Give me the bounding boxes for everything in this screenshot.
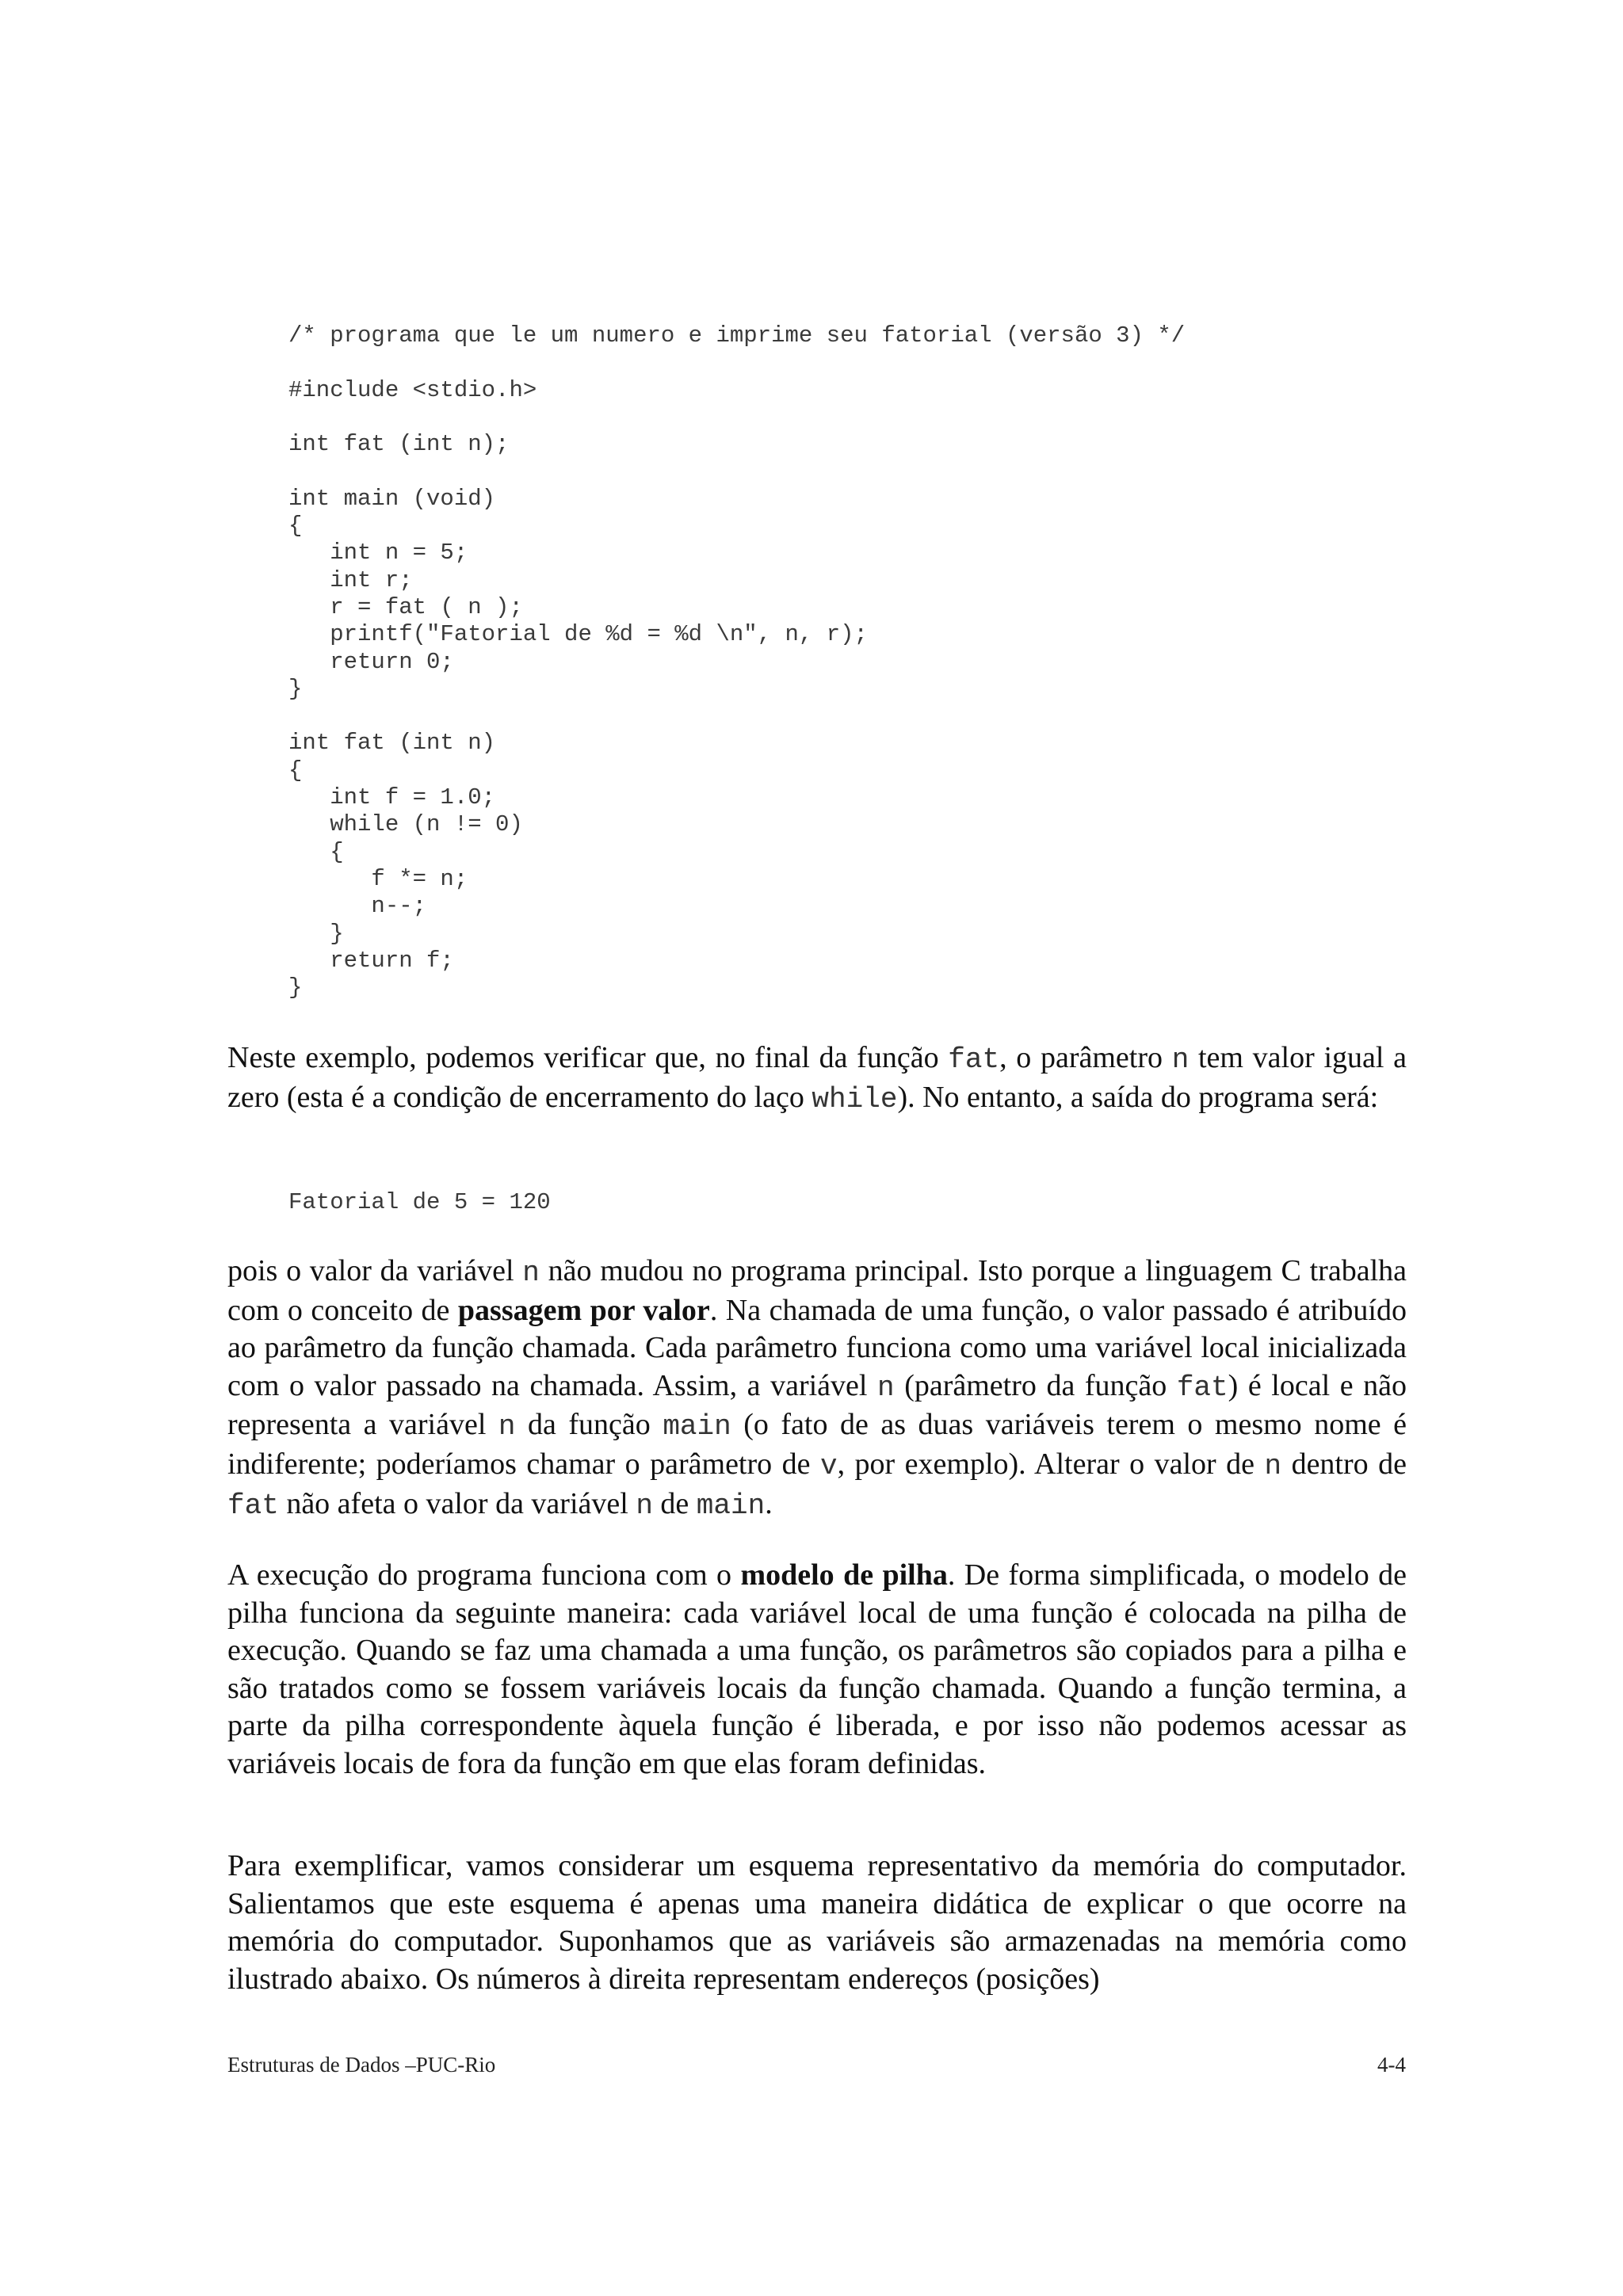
text-run: A execução do programa funciona com o (227, 1558, 741, 1592)
code-block (288, 322, 1185, 1001)
code-line: f *= n; (288, 865, 468, 892)
inline-code: fat (948, 1043, 1000, 1076)
code-line: r = fat ( n ); (288, 593, 523, 620)
text-run: de (652, 1486, 697, 1520)
code-line: int fat (int n); (288, 431, 510, 458)
text-run: . (765, 1486, 773, 1520)
inline-code: fat (227, 1489, 279, 1522)
text-run: , o parâmetro (999, 1041, 1172, 1074)
code-line: /* programa que le um numero e imprime seu fatorial (versão 3) */ (288, 322, 1186, 349)
text-run: . De forma simplificada, o modelo de pilha funciona da seguinte maneira: cada variável local de uma função é colocada na pilha de execução. Quando se faz uma chamada a uma função, os parâmetros são copiados para a pilha e são tratados como se fossem variáveis locais da função chamada. Quando a função termina, a parte da pilha correspondente àquela função é liberada, e por isso não podemos acessar as variáveis locais de fora da função em que elas foram definidas. (227, 1558, 1407, 1780)
text-run: , por exemplo). Alterar o valor de (837, 1447, 1265, 1481)
code-line: return f; (288, 947, 454, 974)
inline-code: n (522, 1257, 540, 1289)
text-run: (parâmetro da função (894, 1368, 1177, 1402)
inline-code: main (696, 1489, 766, 1522)
code-line: { (288, 513, 303, 540)
code-line: int r; (288, 566, 413, 593)
text-run: ). No entanto, a saída do programa será: (897, 1080, 1379, 1114)
code-line: { (288, 757, 303, 784)
text-run: tem valor igual a zero (esta é a condição de encerramento do laço (227, 1041, 1407, 1114)
code-line: { (288, 838, 344, 865)
bold-term: modelo de pilha (740, 1558, 948, 1592)
text-run: . Na chamada de uma função, o valor passado é atribuído ao parâmetro da função chamada. Cada parâmetro funciona como uma variável local inicializada com o valor passado na chamada. Assim, a variável (227, 1293, 1407, 1402)
code-line: printf("Fatorial de %d = %d \n", n, r); (288, 621, 868, 648)
footer-course-title: Estruturas de Dados –PUC-Rio (227, 2053, 496, 2077)
paragraph-4 (227, 1848, 1407, 1998)
code-line: while (n != 0) (288, 811, 523, 838)
text-run: (o fato de as duas variáveis terem o mesmo nome é indiferente; poderíamos chamar o parâmetro de (227, 1408, 1407, 1481)
text-run: não mudou no programa principal. Isto porque a linguagem C trabalha com o conceito de (227, 1254, 1407, 1327)
code-line: return 0; (288, 648, 454, 675)
text-run: da função (515, 1408, 663, 1442)
inline-code: fat (1176, 1371, 1228, 1404)
text-run: Neste exemplo, podemos verificar que, no final da função (227, 1041, 949, 1074)
code-line: int n = 5; (288, 540, 468, 566)
inline-code: n (1264, 1449, 1282, 1482)
text-run: pois o valor da variável (227, 1254, 523, 1287)
output-block (288, 1189, 551, 1216)
inline-code: n (636, 1489, 653, 1522)
inline-code: n (498, 1410, 516, 1444)
footer-page-number: 4-4 (1377, 2053, 1406, 2077)
inline-code: n (877, 1371, 895, 1404)
bold-term: passagem por valor (457, 1293, 710, 1327)
text-run: dentro de (1281, 1447, 1407, 1481)
text-run: não afeta o valor da variável (278, 1486, 636, 1520)
inline-code: n (1171, 1043, 1190, 1076)
inline-code: while (812, 1082, 898, 1116)
code-line: int main (void) (288, 485, 496, 512)
code-line: } (288, 974, 303, 1001)
inline-code: v (819, 1449, 838, 1482)
text-run: ) é local e não representa a variável (227, 1368, 1407, 1442)
code-line: } (288, 920, 344, 947)
code-line: #include <stdio.h> (288, 376, 537, 403)
paragraph-2 (227, 1253, 1407, 1524)
code-line: int fat (int n) (288, 730, 496, 757)
paragraph-1 (227, 1039, 1407, 1118)
paragraph-3 (227, 1557, 1407, 1783)
output-line: Fatorial de 5 = 120 (288, 1189, 551, 1215)
code-line: } (288, 675, 303, 702)
inline-code: main (663, 1410, 731, 1444)
text-run: Para exemplificar, vamos considerar um esquema representativo da memória do computador. Salientamos que este esquema é apenas uma maneira didática de explicar o que ocorre na memória do computador. Suponhamos que as variáveis são armazenadas na memória como ilustrado abaixo. Os números à direita representam endereços (posições) (227, 1849, 1407, 1996)
code-line: n--; (288, 893, 427, 920)
code-line: int f = 1.0; (288, 784, 496, 811)
